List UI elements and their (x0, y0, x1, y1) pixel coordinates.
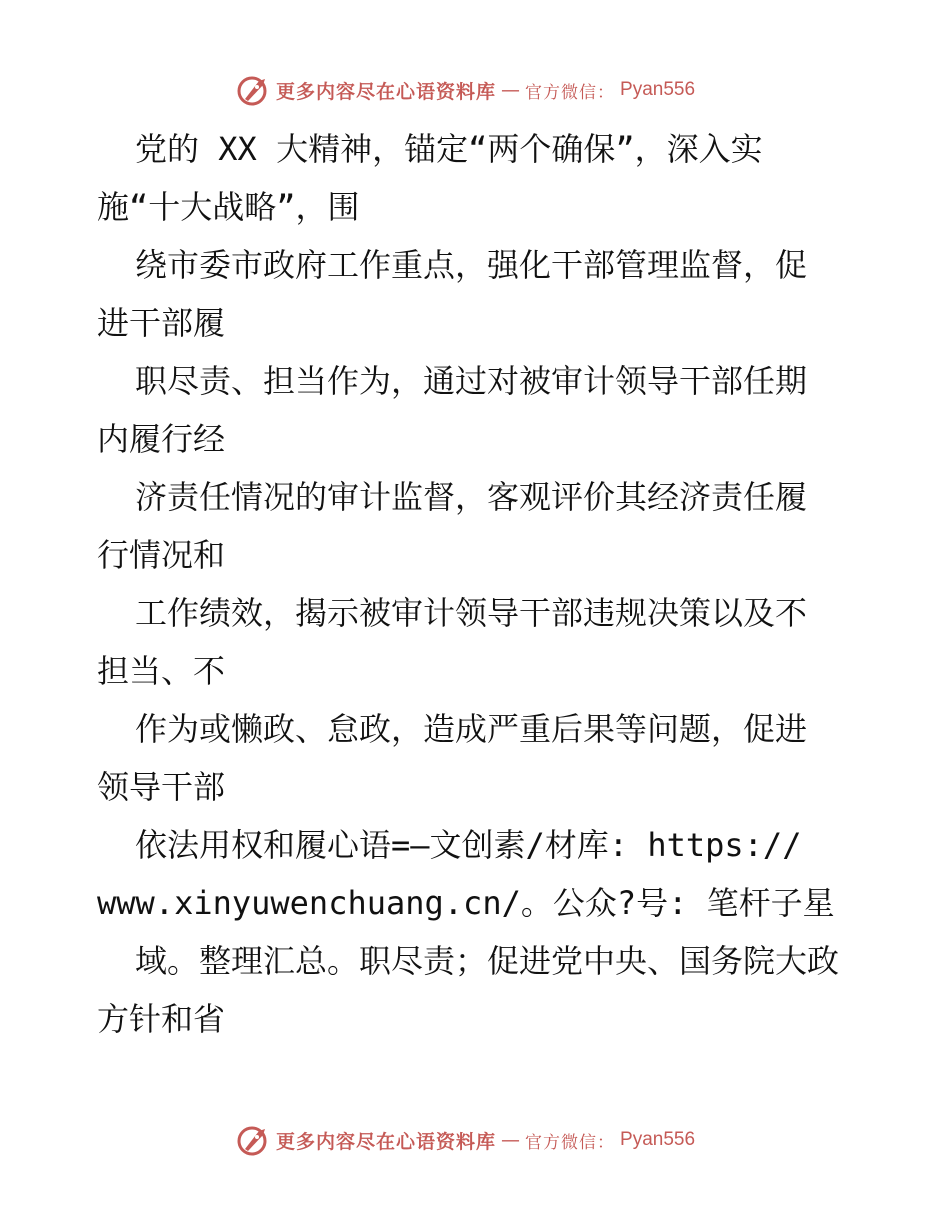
fountain-pen-nib-icon (237, 1123, 271, 1157)
header-wechat-id: Pyan556 (620, 79, 696, 100)
header-dash: — (501, 79, 521, 101)
fountain-pen-nib-icon (237, 73, 271, 107)
footer-banner[interactable] (237, 1122, 695, 1158)
footer-wechat-label: 官方微信： (525, 1132, 616, 1153)
paragraph-line: 担当、不 (97, 652, 226, 690)
footer-promo-text: 更多内容尽在心语资料库 (276, 1130, 497, 1153)
paragraph-line: www.xinyuwenchuang.cn/。公众?号: 笔杆子星 (97, 884, 835, 922)
header-wechat-label: 官方微信： (525, 82, 616, 103)
paragraph-line: 内履行经 (97, 420, 226, 458)
paragraph-line: 行情况和 (97, 536, 226, 574)
paragraph-line: 依法用权和履心语=—文创素/材库: https:// (135, 826, 802, 864)
paragraph-line: 施“十大战略”，围 (97, 188, 360, 226)
paragraph-line: 职尽责、担当作为，通过对被审计领导干部任期 (135, 362, 808, 400)
paragraph-line: 领导干部 (97, 768, 226, 806)
paragraph-line: 域。整理汇总。职尽责；促进党中央、国务院大政 (135, 942, 840, 980)
footer-dash: — (501, 1129, 521, 1151)
paragraph-line: 工作绩效，揭示被审计领导干部违规决策以及不 (135, 594, 808, 632)
header-promo-text: 更多内容尽在心语资料库 (276, 80, 497, 103)
paragraph-line: 作为或懒政、怠政，造成严重后果等问题，促进 (135, 710, 808, 748)
footer-wechat-id: Pyan556 (620, 1129, 696, 1150)
paragraph-line: 绕市委市政府工作重点，强化干部管理监督，促 (135, 246, 808, 284)
document-body (97, 120, 877, 1048)
paragraph-line: 方针和省 (97, 1000, 226, 1038)
paragraph-line: 进干部履 (97, 304, 226, 342)
header-banner[interactable] (237, 72, 695, 108)
paragraph-line: 济责任情况的审计监督，客观评价其经济责任履 (135, 478, 808, 516)
paragraph-line: 党的 XX 大精神，锚定“两个确保”，深入实 (135, 130, 763, 168)
